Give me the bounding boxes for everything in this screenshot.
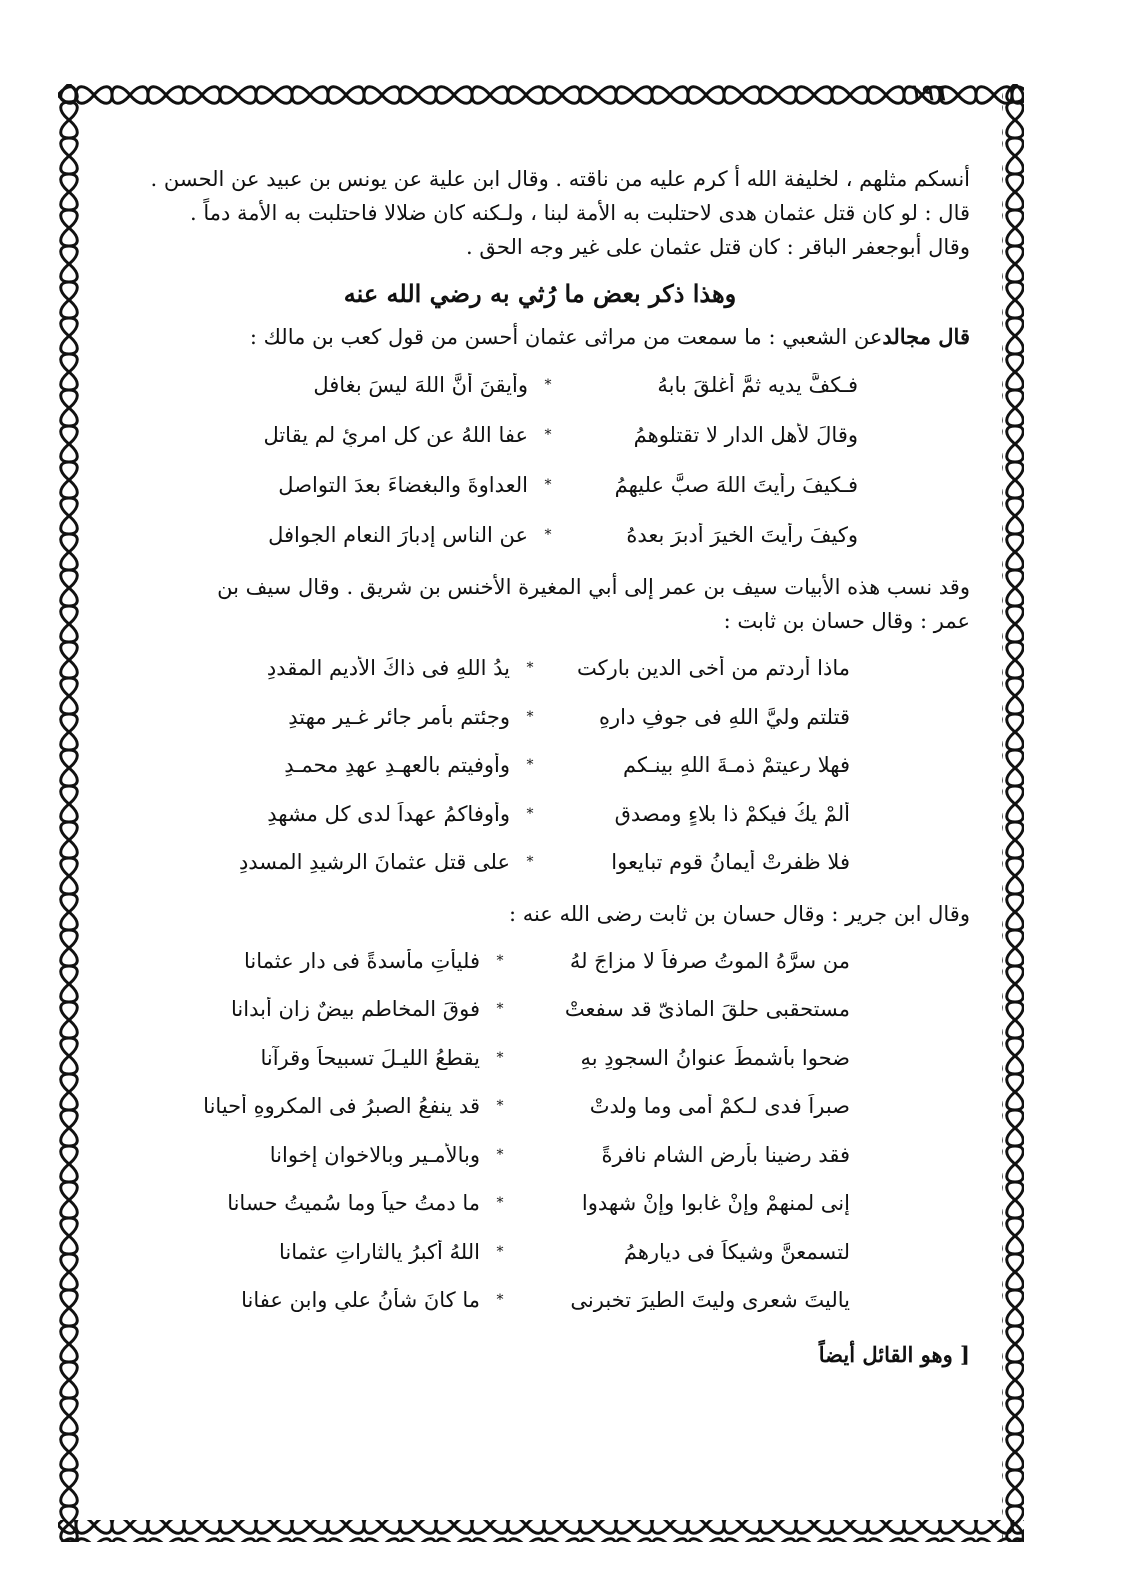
narrator-name: قال مجالد [882,324,970,349]
verse-separator: * [496,1243,504,1260]
first-hemistich: قتلتم وليَّ اللهِ فى جوفِ دارهِ [599,704,850,729]
verse-separator: * [526,708,534,725]
first-hemistich: مستحقبى حلقَ الماذىّ قد سفعتْ [564,997,850,1022]
first-hemistich: من سرَّهُ الموتُ صرفاً لا مزاجَ لهُ [569,948,850,973]
prose-line: قال : لو كان قتل عثمان هدى لاحتلبت به الأمة لبنا ، ولـكنه كان ضلالا فاحتلبت به الأمة دماً . [190,201,970,225]
verse [110,693,970,742]
poem-kaab [110,360,970,560]
intro-text: عن الشعبي : ما سمعت من مراثى عثمان أحسن من قول كعب بن مالك : [249,325,883,349]
verse [110,1228,970,1277]
verse [110,790,970,839]
second-hemistich: فوقَ المخاطمِ بيضٌ زان أبدانا [231,997,480,1022]
verse-separator: * [496,952,504,969]
first-hemistich: وكيفَ رأيتَ الخيرَ أدبرَ بعدهُ [626,523,858,547]
second-hemistich: يقطعُ الليـلَ تسبيحاً وقرآنا [260,1045,480,1070]
verse [110,510,970,560]
first-hemistich: فـكيفَ رأيتَ اللهَ صبَّ عليهمُ [614,473,858,497]
verse-separator: * [496,1292,504,1309]
page-text [110,162,970,1375]
verse-separator: * [496,1146,504,1163]
first-hemistich: ياليتَ شعرى وليتَ الطيرَ تخبرنى [570,1288,850,1313]
verse [110,838,970,887]
second-hemistich: على قتلِ عثمانَ الرشيدِ المسددِ [238,850,510,875]
second-hemistich: يدُ اللهِ فى ذاكَ الأديمِ المقددِ [266,656,510,681]
first-hemistich: ضحوا بأشمطَ عنوانُ السجودِ بهِ [580,1045,850,1070]
prose-line: وقال أبوجعفر الباقر : كان قتل عثمان على غير وجه الحق . [466,235,970,259]
verse-separator: * [496,1049,504,1066]
verse-separator: * [544,377,552,393]
poem-hassan-2 [110,937,970,1325]
second-hemistich: ما دمتُ حياً وما سُميتُ حسانا [227,1191,480,1216]
verse-separator: * [544,427,552,443]
second-hemistich: عفا اللهُ عن كلِ امرئٍ لم يقاتلِ [263,423,528,447]
second-hemistich: وأيقنَ أنَّ اللهَ ليسَ بغافلِ [313,373,528,397]
second-hemistich: وأوفاكمُ عهداً لدى كلِ مشهدِ [267,801,510,826]
second-hemistich: وبالأمـيرِ وبالاخوانِ إخوانا [269,1142,480,1167]
verse [110,410,970,460]
second-hemistich: وأوفيتم بالعهـدِ عهدِ محمـدِ [284,753,510,778]
verse [110,1276,970,1325]
verse [110,360,970,410]
first-hemistich: إنى لمنهمْ وإنْ غابوا وإنْ شهدوا [581,1191,850,1216]
first-hemistich: فهلا رعيتمْ ذمـةَ اللهِ بينـكم [623,753,850,778]
verse [110,985,970,1034]
verse-separator: * [526,757,534,774]
poem-intro: وقال ابن جرير : وقال حسان بن ثابت رضى الله عنه : [508,901,970,926]
first-hemistich: فلا ظفرتْ أيمانُ قومٍ تبايعوا [611,850,850,875]
verse-separator: * [496,1001,504,1018]
verse [110,937,970,986]
verse [110,741,970,790]
first-hemistich: ألمْ يكُ فيكمْ ذا بلاءٍ ومصدقٍ [614,801,850,826]
first-hemistich: فـكفَّ يديه ثمَّ أغلقَ بابهُ [657,373,858,397]
second-hemistich: العداوةَ والبغضاءَ بعدَ التواصلِ [278,473,528,497]
first-hemistich: ماذا أردتم من أخى الدين باركت [577,656,850,681]
poem-intro [110,320,970,354]
second-hemistich: اللهُ أكبرُ يالثاراتِ عثمانا [279,1239,480,1264]
verse-separator: * [544,477,552,493]
verse-separator: * [526,854,534,871]
verse [110,644,970,693]
verse-separator: * [526,660,534,677]
first-hemistich: فقد رضينا بأرضِ الشامِ نافرةً [601,1142,850,1167]
verse [110,1179,970,1228]
verse-separator: * [544,527,552,543]
second-hemistich: ما كانَ شأنُ علىٍ وابنِ عفانا [241,1288,480,1313]
closing-line: [ وهو القائل أيضاً [818,1341,970,1367]
verse [110,460,970,510]
section-heading: وهذا ذكر بعض ما رُثي به رضي الله عنه [343,279,737,308]
second-hemistich: فليأتِ مأسدةً فى دارِ عثمانا [244,948,480,973]
verse-separator: * [526,805,534,822]
first-hemistich: صبراً فدى لـكمْ أمى وما ولدتْ [589,1094,850,1119]
prose-line: عمر : وقال حسان بن ثابت : [723,609,970,633]
verse-separator: * [496,1195,504,1212]
first-hemistich: لتسمعنَّ وشيكاً فى ديارهمُ [623,1239,850,1264]
prose-line: وقد نسب هذه الأبيات سيف بن عمر إلى أبي المغيرة الأخنس بن شريق . وقال سيف بن [217,575,970,599]
verse [110,1034,970,1083]
verse [110,1131,970,1180]
first-hemistich: وقالَ لأهلِ الدارِ لا تقتلوهمُ [633,423,858,447]
prose-line: أنسكم مثلهم ، لخليفة الله أ كرم عليه من ناقته . وقال ابن علية عن يونس بن عبيد عن الحسن . [150,167,970,191]
second-hemistich: عن الناسِ إدبارَ النعامِ الجوافلِ [268,523,528,547]
second-hemistich: وجئتم بأمرٍ جائرٍ غـيرِ مهتدِ [288,704,510,729]
verse-separator: * [496,1098,504,1115]
poem-hassan-1 [110,644,970,887]
second-hemistich: قد ينفعُ الصبرُ فى المكروهِ أحيانا [203,1094,480,1119]
verse [110,1082,970,1131]
